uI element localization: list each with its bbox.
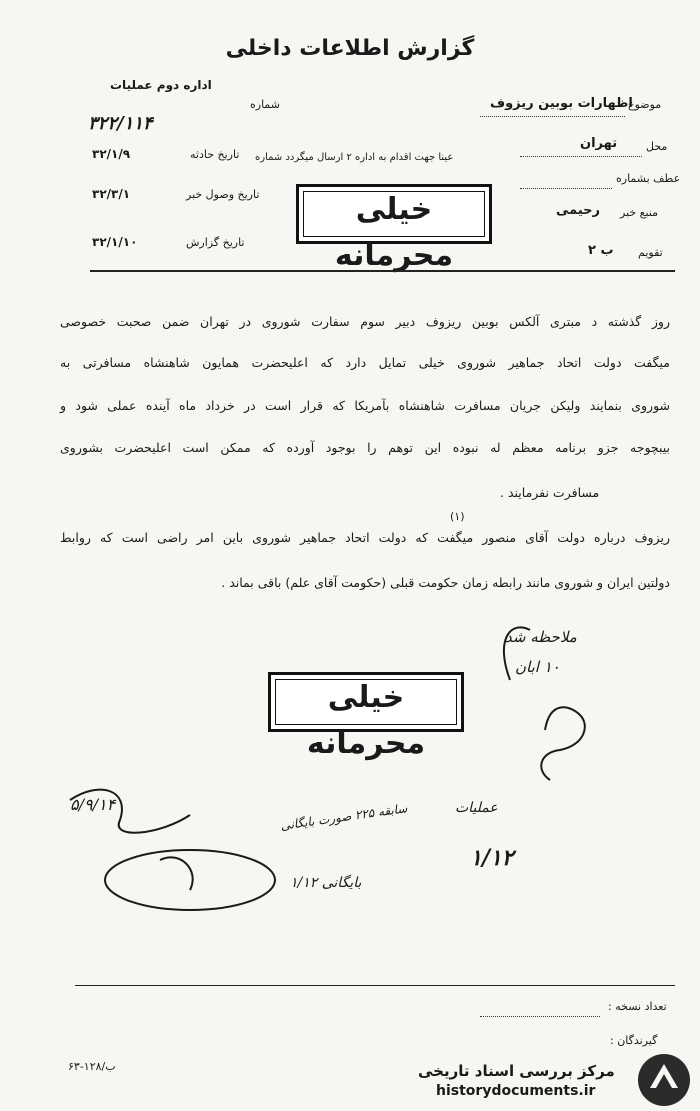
place-underline <box>520 156 642 157</box>
receipt-date-label: تاریخ وصول خبر <box>186 188 260 201</box>
copies-underline <box>480 1016 600 1017</box>
handwritten-oval-signature <box>40 760 280 920</box>
subject-underline <box>480 116 625 117</box>
body-line-5: مسافرت نفرمایند . <box>500 485 600 500</box>
subject-value: اظهارات بوبین ریزوف <box>490 96 633 111</box>
number-value: ۳۲۲/۱۱۴ <box>88 113 153 134</box>
evaluation-value: ب ۲ <box>588 243 614 258</box>
place-label: محل <box>646 140 668 153</box>
footer-divider <box>75 985 675 986</box>
report-date-value: ۳۲/۱/۱۰ <box>92 235 138 249</box>
body-line-3: شوروی بنمایند ولیکن جریان مسافرت شاهنشاه بآمریکا که قرار است در خرداد ماه آینده عملی شود و <box>60 398 670 413</box>
handwritten-note-seen: ملاحظه شد <box>505 628 577 646</box>
report-title: گزارش اطلاعات داخلی <box>225 36 475 61</box>
reference-label: عطف بشماره <box>616 172 681 185</box>
classification-stamp-top: خیلی محرمانه <box>296 184 492 244</box>
receipt-date-value: ۳۲/۳/۱ <box>92 187 131 201</box>
handwritten-note-operations: عملیات <box>455 800 498 816</box>
place-value: تهران <box>580 136 618 151</box>
classification-stamp-bottom: خیلی محرمانه <box>268 672 464 732</box>
archive-logo-icon <box>636 1052 692 1108</box>
department-label: اداره دوم عملیات <box>110 78 212 92</box>
source-label: منبع خبر <box>620 206 659 219</box>
incident-date-value: ۳۲/۱/۹ <box>92 147 131 161</box>
header-divider <box>90 270 675 272</box>
forward-note: عینا جهت اقدام به اداره ۲ ارسال میگردد شماره <box>255 152 454 163</box>
watermark-title: مرکز بررسی اسناد تاریخی <box>418 1062 615 1080</box>
handwritten-scribble-signature <box>490 600 610 800</box>
body-para2-line-1: ریزوف درباره دولت آقای منصور میگفت که دولت اتحاد جماهیر شوروی باین امر راضی است که روابط <box>60 530 670 545</box>
report-date-label: تاریخ گزارش <box>186 236 245 249</box>
number-label: شماره <box>250 98 281 111</box>
body-line-1: روز گذشته د مبتری آلکس بوبین ریزوف دبیر سوم سفارت شوروی در تهران ضمن صحبت خصوصی <box>60 314 670 329</box>
handwritten-note-date: ۱۰ ابان <box>515 658 560 676</box>
handwritten-note-archive: سابقه ۲۲۵ صورت بایگانی <box>279 801 409 833</box>
incident-date-label: تاریخ حادثه <box>190 148 240 161</box>
form-code: ۶۳-۱۲۸/ب <box>68 1060 116 1073</box>
recipients-label: گیرندگان : <box>610 1034 658 1047</box>
handwritten-note-number: ۱/۱۲ <box>470 845 514 871</box>
handwritten-note-archive-2: بایگانی ۱/۱۲ <box>290 875 362 891</box>
copies-label: تعداد نسخه : <box>608 1000 667 1013</box>
watermark-url: historydocuments.ir <box>436 1083 596 1099</box>
source-value: رحیمی <box>556 203 601 218</box>
body-line-2: میگفت دولت اتحاد جماهیر شوروی خیلی تمایل دارد که اعلیحضرت همایون شاهنشاه مسافرتی به <box>60 355 670 370</box>
footnote-marker: (۱) <box>450 510 465 523</box>
handwritten-note-left-date: ۵/۹/۱۴ <box>70 795 116 814</box>
body-para2-line-2: دولتین ایران و شوروی مانند رابطه زمان حکومت قبلی (حکومت آقای علم) باقی بماند . <box>221 575 670 590</box>
reference-underline <box>520 188 612 189</box>
body-line-4: بیبچوجه جزو برنامه معظم له نبوده این توهم را بوجود آورده که ممکن است اعلیحضرت بشوروی <box>60 440 670 455</box>
subject-label: موضوع <box>628 98 662 111</box>
evaluation-label: تقویم <box>638 246 663 259</box>
